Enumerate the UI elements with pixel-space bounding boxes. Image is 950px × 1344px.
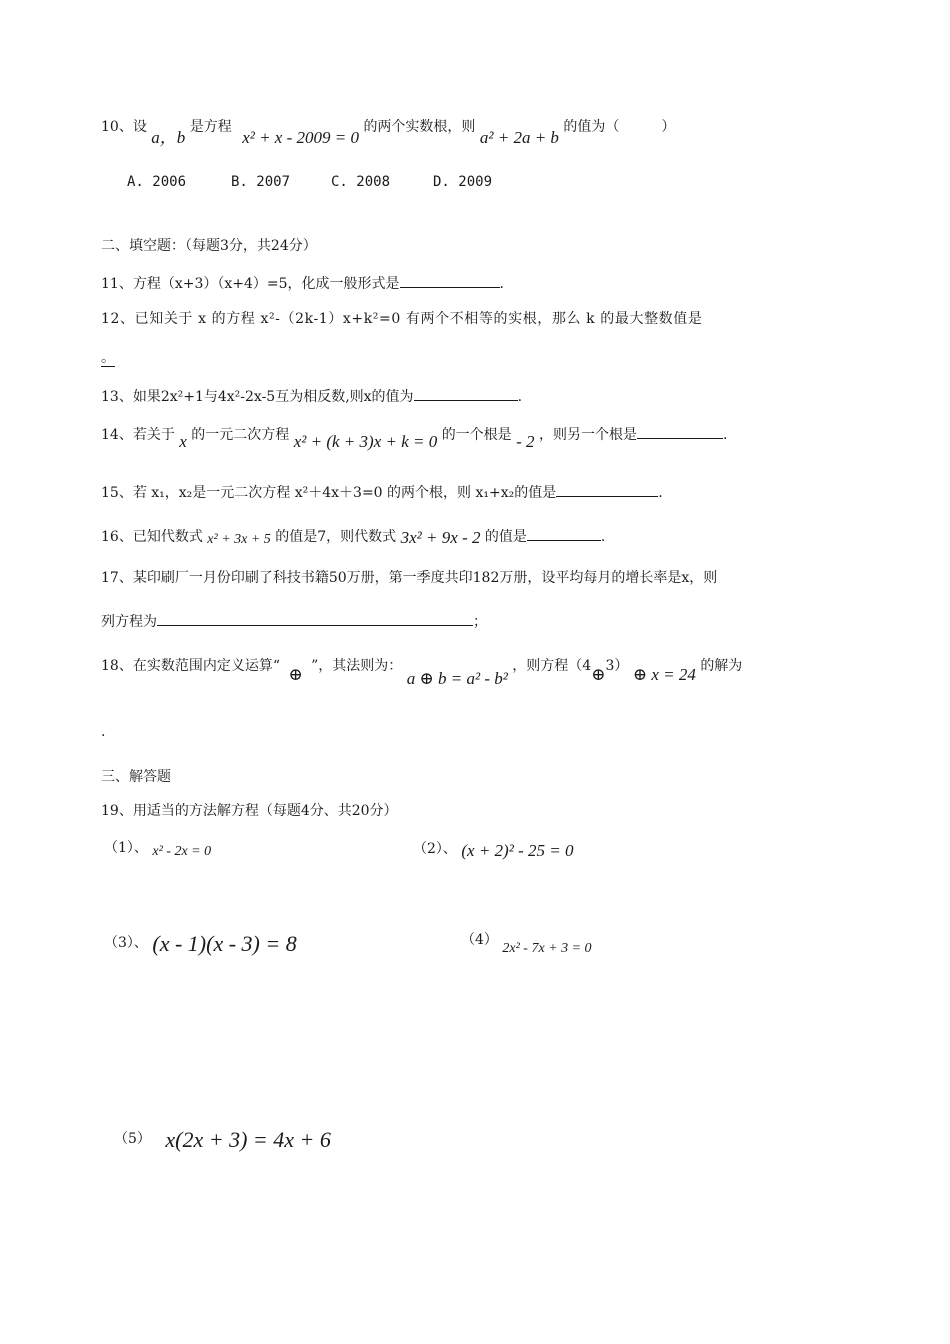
q18-text1: 18、在实数范围内定义运算“	[101, 658, 280, 674]
q16-answer-blank[interactable]	[527, 526, 601, 541]
q18-text4: 3）	[605, 658, 629, 674]
q18-text3: ，则方程（4	[512, 658, 592, 674]
q14-line	[101, 424, 728, 451]
q14-text3: 的一个根是	[441, 427, 512, 443]
q10-vars: a，b	[151, 128, 186, 147]
q18-rule: a ⊕ b = a² - b²	[406, 669, 508, 688]
q10-option-d[interactable]: D. 2009	[433, 174, 493, 190]
q14-text2: 的一元二次方程	[191, 427, 290, 443]
q19-item-2	[413, 838, 573, 859]
q19-item-4	[461, 930, 592, 956]
q11-text: 11、方程（x+3）（x+4）=5，化成一般形式是	[101, 276, 400, 292]
q18-line	[101, 655, 743, 688]
q10-number: 10、设	[101, 119, 147, 135]
q13-text: 13、如果2x²+1与4x²-2x-5互为相反数,则x的值为	[101, 389, 414, 405]
q13-answer-blank[interactable]	[414, 386, 518, 401]
q16-text3: 的值是	[484, 529, 527, 545]
q16-expr2: 3x² + 9x - 2	[400, 528, 481, 547]
q16-text2: 的值是7，则代数式	[275, 529, 397, 545]
q11-line	[101, 273, 504, 294]
q19-item-2-label: （2）、	[413, 841, 457, 857]
q14-end: .	[723, 427, 728, 443]
q17-end: ；	[473, 614, 487, 630]
q15-text: 15、若 x₁，x₂是一元二次方程 x²＋4x＋3=0 的两个根，则 x₁+x₂的值是	[101, 485, 557, 501]
q13-line	[101, 386, 522, 407]
q10-line	[101, 116, 676, 147]
q18-op2: ⊕	[591, 665, 606, 684]
q16-expr1: x² + 3x + 5	[207, 532, 271, 547]
q12-line2	[101, 352, 115, 373]
q14-answer-blank[interactable]	[637, 424, 723, 439]
q14-text4: ，则另一个根是	[539, 427, 638, 443]
q19-item-5-eq: x(2x + 3) = 4x + 6	[165, 1127, 331, 1152]
q19-item-1-eq: x² - 2x = 0	[152, 844, 212, 859]
section-solve-title: 三、解答题	[101, 769, 171, 785]
q12-line1: 12、已知关于 x 的方程 x²-（2k-1）x+k²=0 有两个不相等的实根，那么 k 的最大整数值是	[101, 311, 703, 327]
q15-end: .	[658, 485, 663, 501]
q14-root: - 2	[516, 432, 535, 451]
q11-answer-blank[interactable]	[400, 273, 500, 288]
q19-item-3-label: （3）、	[104, 935, 148, 951]
q19-item-1	[104, 838, 211, 859]
q10-option-a[interactable]: A. 2006	[127, 174, 187, 190]
q10-options	[127, 172, 492, 192]
q10-expression: a² + 2a + b	[479, 128, 559, 147]
q19-item-5	[114, 1126, 331, 1152]
q17-answer-blank[interactable]	[157, 611, 473, 626]
section-fill-in-title: 二、填空题：（每题3分，共24分）	[101, 238, 317, 254]
q19-item-3	[104, 930, 297, 956]
q18-line2: .	[101, 724, 106, 740]
q19-item-4-label: （4）	[461, 932, 498, 948]
q15-answer-blank[interactable]	[556, 482, 658, 497]
q10-text3: 的值为（ ）	[563, 119, 676, 135]
q18-equation: ⊕ x = 24	[632, 665, 696, 684]
q19-item-5-label: （5）	[114, 1131, 151, 1147]
q19-item-4-eq: 2x² - 7x + 3 = 0	[502, 941, 592, 956]
q19-item-1-label: （1）、	[104, 840, 148, 856]
q16-text1: 16、已知代数式	[101, 529, 203, 545]
q15-line	[101, 482, 663, 503]
q11-end: .	[499, 276, 504, 292]
q10-option-c[interactable]: C. 2008	[331, 174, 391, 190]
q19-title: 19、用适当的方法解方程（每题4分、共20分）	[101, 803, 398, 819]
q16-end: .	[600, 529, 606, 545]
q10-text1: 是方程	[189, 119, 232, 135]
q19-item-3-eq: (x - 1)(x - 3) = 8	[152, 931, 297, 956]
q17-line1: 17、某印刷厂一月份印刷了科技书籍50万册，第一季度共印182万册，设平均每月的增长率是x，则	[101, 570, 718, 586]
q18-op: ⊕	[288, 665, 303, 684]
q18-text2: ”，其法则为：	[311, 658, 403, 674]
q10-text2: 的两个实数根，则	[363, 119, 476, 135]
q19-item-2-eq: (x + 2)² - 25 = 0	[461, 841, 574, 860]
q10-option-b[interactable]: B. 2007	[231, 174, 291, 190]
q16-line	[101, 526, 605, 548]
q17-line2	[101, 611, 487, 632]
q17-text: 列方程为	[101, 614, 157, 630]
q12-answer-blank[interactable]: 。	[101, 350, 115, 366]
q10-equation: x² + x - 2009 = 0	[242, 128, 359, 147]
q14-text1: 14、若关于	[101, 427, 175, 443]
q14-equation: x² + (k + 3)x + k = 0	[293, 432, 438, 451]
q14-var: x	[179, 432, 187, 451]
q18-text5: 的解为	[700, 658, 743, 674]
q13-end: .	[517, 389, 523, 405]
